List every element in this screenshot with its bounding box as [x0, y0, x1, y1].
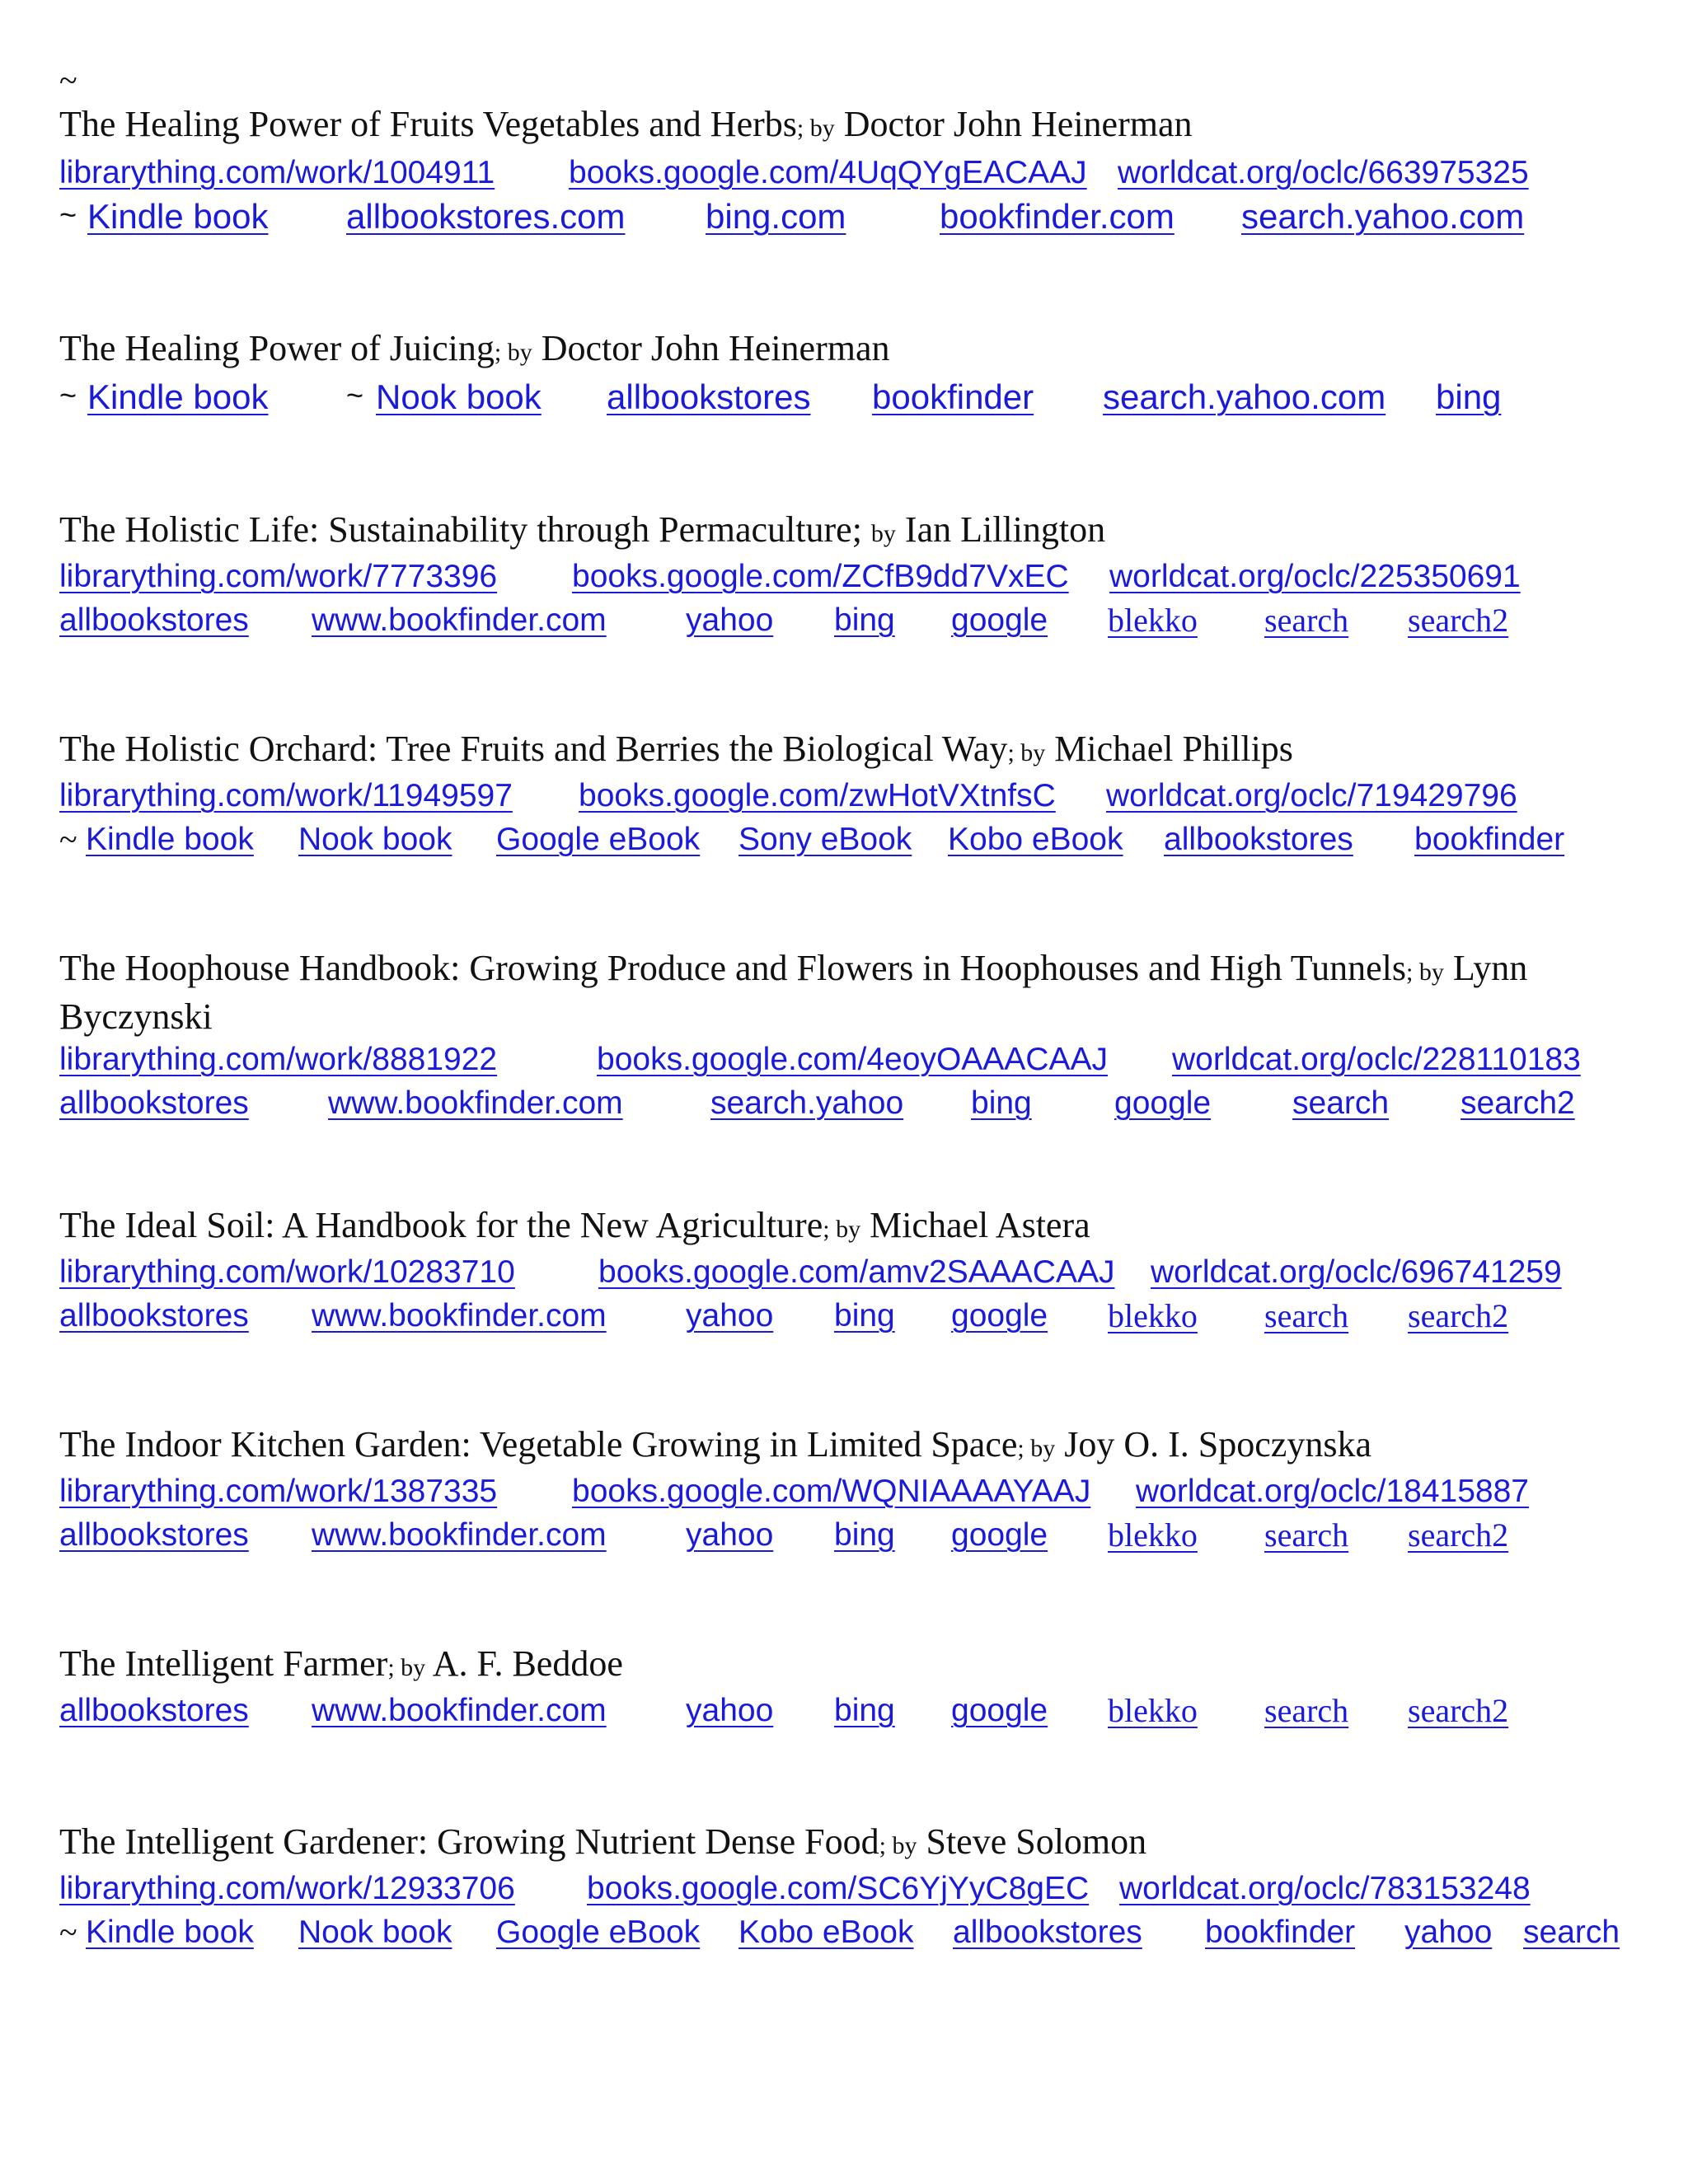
allbookstores-link[interactable]: allbookstores [59, 602, 249, 638]
book-author: Ian Lillington [904, 509, 1106, 550]
google-ebook-link[interactable]: Google eBook [496, 1915, 701, 1950]
book-title: The Intelligent Farmer [59, 1643, 388, 1684]
google-books-link[interactable]: books.google.com/amv2SAAACAAJ [598, 1254, 1115, 1290]
tilde-marker: ~ [59, 821, 77, 858]
tilde-marker: ~ [59, 1914, 77, 1951]
by-label: by [507, 339, 532, 366]
link-row [59, 1868, 1642, 1912]
search-link[interactable]: search [1264, 1692, 1349, 1729]
search2-link[interactable]: search2 [1408, 1692, 1509, 1729]
book-title-line: The Holistic Orchard: Tree Fruits and Berries the Biological Way; by Michael Phillips [59, 729, 1293, 769]
bookfinder-link[interactable]: www.bookfinder.com [312, 1693, 607, 1728]
book-title: The Healing Power of Juicing [59, 328, 495, 368]
book-title-line: The Hoophouse Handbook: Growing Produce and Flowers in Hoophouses and High Tunnels; by Lynn [59, 948, 1528, 988]
book-title: The Holistic Life: Sustainability through Permaculture [59, 509, 852, 550]
allbookstores-link[interactable]: allbookstores [953, 1915, 1142, 1950]
kindle-link[interactable]: Kindle book [86, 822, 254, 857]
yahoo-link[interactable]: yahoo [1404, 1915, 1493, 1950]
google-books-link[interactable]: books.google.com/ZCfB9dd7VxEC [572, 559, 1069, 594]
link-row [59, 1471, 1642, 1515]
yahoo-link[interactable]: search.yahoo.com [1103, 377, 1386, 416]
worldcat-link[interactable]: worldcat.org/oclc/18415887 [1136, 1474, 1529, 1509]
search-link[interactable]: search [1292, 1085, 1390, 1121]
allbookstores-link[interactable]: allbookstores [59, 1517, 249, 1553]
allbookstores-link[interactable]: allbookstores.com [346, 197, 626, 236]
book-title-line: The Intelligent Gardener: Growing Nutrient Dense Food; by Steve Solomon [59, 1821, 1147, 1862]
search2-link[interactable]: search2 [1408, 1516, 1509, 1554]
book-author: Joy O. I. Spoczynska [1064, 1424, 1372, 1465]
link-row [59, 1083, 1642, 1127]
allbookstores-link[interactable]: allbookstores [1164, 822, 1353, 857]
allbookstores-link[interactable]: allbookstores [59, 1298, 249, 1333]
librarything-link[interactable]: librarything.com/work/7773396 [59, 559, 498, 594]
book-title-line: The Indoor Kitchen Garden: Vegetable Growing in Limited Space; by Joy O. I. Spoczynska [59, 1424, 1372, 1465]
kindle-link[interactable]: Kindle book [87, 377, 269, 416]
book-entry [59, 946, 1642, 1127]
bookfinder-link[interactable]: bookfinder.com [940, 197, 1175, 236]
worldcat-link[interactable]: worldcat.org/oclc/783153248 [1119, 1871, 1531, 1906]
book-title: The Indoor Kitchen Garden: Vegetable Growing in Limited Space [59, 1424, 1018, 1465]
librarything-link[interactable]: librarything.com/work/1004911 [59, 155, 495, 190]
google-link[interactable]: google [951, 1517, 1048, 1553]
worldcat-link[interactable]: worldcat.org/oclc/696741259 [1151, 1254, 1562, 1290]
google-books-link[interactable]: books.google.com/zwHotVXtnfsC [579, 778, 1056, 813]
tilde-marker: ~ [59, 378, 77, 412]
yahoo-link[interactable]: yahoo [686, 602, 774, 638]
book-author-first: Lynn [1452, 948, 1528, 988]
kindle-link[interactable]: Kindle book [86, 1915, 254, 1950]
book-author: A. F. Beddoe [432, 1643, 623, 1684]
search-link[interactable]: search [1264, 1516, 1349, 1554]
search2-link[interactable]: search2 [1408, 1297, 1509, 1334]
allbookstores-link[interactable]: allbookstores [59, 1085, 249, 1121]
book-title-line: The Intelligent Farmer; by A. F. Beddoe [59, 1643, 623, 1684]
bing-link[interactable]: bing [834, 1298, 895, 1333]
book-author: Steve Solomon [926, 1821, 1147, 1862]
link-row [59, 600, 1642, 644]
bing-link[interactable]: bing [971, 1085, 1032, 1121]
google-books-link[interactable]: books.google.com/4eoyOAAACAAJ [597, 1042, 1109, 1077]
blekko-link[interactable]: blekko [1108, 1692, 1198, 1729]
search2-link[interactable]: search2 [1408, 602, 1509, 639]
google-link[interactable]: google [951, 602, 1048, 638]
nook-link[interactable]: Nook book [298, 822, 452, 857]
kindle-link[interactable]: Kindle book [87, 197, 269, 236]
link-row [59, 377, 1642, 420]
link-row [59, 196, 1642, 240]
librarything-link[interactable]: librarything.com/work/10283710 [59, 1254, 515, 1290]
google-link[interactable]: google [951, 1693, 1048, 1728]
blekko-link[interactable]: blekko [1108, 1516, 1198, 1554]
search2-link[interactable]: search2 [1461, 1085, 1575, 1121]
book-title: The Healing Power of Fruits Vegetables and Herbs [59, 104, 797, 144]
allbookstores-link[interactable]: allbookstores [59, 1693, 249, 1728]
link-row [59, 1690, 1642, 1734]
google-books-link[interactable]: books.google.com/4UqQYgEACAAJ [569, 155, 1087, 190]
librarything-link[interactable]: librarything.com/work/1387335 [59, 1474, 498, 1509]
librarything-link[interactable]: librarything.com/work/11949597 [59, 778, 513, 813]
by-label: by [870, 520, 896, 547]
by-label: by [1030, 1435, 1056, 1462]
by-label: by [809, 115, 835, 142]
allbookstores-link[interactable]: allbookstores [607, 377, 811, 416]
bookfinder-link[interactable]: www.bookfinder.com [312, 1517, 607, 1553]
link-row [59, 819, 1642, 863]
worldcat-link[interactable]: worldcat.org/oclc/225350691 [1109, 559, 1521, 594]
link-row [59, 1515, 1642, 1558]
link-row [59, 1039, 1642, 1083]
tilde-marker: ~ [346, 378, 364, 412]
link-row [59, 1912, 1642, 1956]
book-entry [59, 727, 1642, 863]
book-title: The Intelligent Gardener: Growing Nutrient Dense Food [59, 1821, 879, 1862]
link-row [59, 1296, 1642, 1339]
link-row [59, 556, 1642, 600]
book-entry [59, 326, 1642, 420]
google-books-link[interactable]: books.google.com/SC6YjYyC8gEC [587, 1871, 1090, 1906]
book-entry [59, 1642, 1642, 1734]
nook-link[interactable]: Nook book [298, 1915, 452, 1950]
link-row [59, 152, 1642, 196]
by-label: by [401, 1654, 426, 1681]
bookfinder-link[interactable]: bookfinder [1414, 822, 1565, 857]
book-entry [59, 1820, 1642, 1956]
book-author: Doctor John Heinerman [541, 328, 890, 368]
book-title-line: The Healing Power of Fruits Vegetables and Herbs; by Doctor John Heinerman [59, 104, 1193, 144]
kobo-ebook-link[interactable]: Kobo eBook [738, 1915, 914, 1950]
by-label: by [1418, 958, 1444, 986]
book-title: The Ideal Soil: A Handbook for the New Agriculture [59, 1205, 823, 1245]
librarything-link[interactable]: librarything.com/work/8881922 [59, 1042, 498, 1077]
by-label: by [836, 1216, 861, 1243]
yahoo-link[interactable]: yahoo [686, 1693, 774, 1728]
yahoo-link[interactable]: yahoo [686, 1298, 774, 1333]
nook-link[interactable]: Nook book [376, 377, 542, 416]
book-author: Doctor John Heinerman [843, 104, 1193, 144]
leading-tilde: ~ [59, 62, 77, 99]
blekko-link[interactable]: blekko [1108, 602, 1198, 639]
yahoo-link[interactable]: yahoo [686, 1517, 774, 1553]
link-row [59, 776, 1642, 819]
bookfinder-link[interactable]: bookfinder [872, 377, 1034, 416]
bing-link[interactable]: bing [834, 1693, 895, 1728]
bing-link[interactable]: bing [834, 1517, 895, 1553]
google-books-link[interactable]: books.google.com/WQNIAAAAYAAJ [572, 1474, 1091, 1509]
blekko-link[interactable]: blekko [1108, 1297, 1198, 1334]
bing-link[interactable]: bing [834, 602, 895, 638]
search-link[interactable]: search [1264, 602, 1349, 639]
book-entry [59, 1203, 1642, 1339]
book-author: Michael Astera [870, 1205, 1090, 1245]
book-author: Michael Phillips [1054, 729, 1293, 769]
search-link[interactable]: search [1264, 1297, 1349, 1334]
sony-ebook-link[interactable]: Sony eBook [738, 822, 912, 857]
worldcat-link[interactable]: worldcat.org/oclc/228110183 [1172, 1042, 1581, 1077]
bookfinder-link[interactable]: www.bookfinder.com [328, 1085, 623, 1121]
google-link[interactable]: google [1114, 1085, 1212, 1121]
yahoo-link[interactable]: search.yahoo.com [1241, 197, 1525, 236]
by-label: by [892, 1832, 917, 1859]
worldcat-link[interactable]: worldcat.org/oclc/663975325 [1118, 155, 1529, 190]
google-ebook-link[interactable]: Google eBook [496, 822, 701, 857]
bookfinder-link[interactable]: bookfinder [1205, 1915, 1356, 1950]
book-title-line: The Healing Power of Juicing; by Doctor John Heinerman [59, 328, 890, 368]
link-row [59, 1252, 1642, 1296]
kobo-ebook-link[interactable]: Kobo eBook [948, 822, 1123, 857]
yahoo-link[interactable]: search.yahoo [710, 1085, 904, 1121]
bing-link[interactable]: bing.com [706, 197, 846, 236]
worldcat-link[interactable]: worldcat.org/oclc/719429796 [1106, 778, 1517, 813]
bookfinder-link[interactable]: www.bookfinder.com [312, 602, 607, 638]
book-entry [59, 508, 1642, 644]
book-entry [59, 102, 1642, 240]
book-entry [59, 1422, 1642, 1558]
book-title: The Hoophouse Handbook: Growing Produce and Flowers in Hoophouses and High Tunnels [59, 948, 1406, 988]
tilde-marker: ~ [59, 198, 77, 232]
search-link[interactable]: search [1523, 1915, 1620, 1950]
bookfinder-link[interactable]: www.bookfinder.com [312, 1298, 607, 1333]
by-label: by [1020, 739, 1046, 766]
book-author-continued: Byczynski [59, 996, 213, 1037]
book-title-line: The Ideal Soil: A Handbook for the New Agriculture; by Michael Astera [59, 1205, 1090, 1245]
book-title-line: The Holistic Life: Sustainability through Permaculture; by Ian Lillington [59, 509, 1106, 550]
google-link[interactable]: google [951, 1298, 1048, 1333]
book-title: The Holistic Orchard: Tree Fruits and Berries the Biological Way [59, 729, 1008, 769]
bing-link[interactable]: bing [1436, 377, 1502, 416]
librarything-link[interactable]: librarything.com/work/12933706 [59, 1871, 515, 1906]
